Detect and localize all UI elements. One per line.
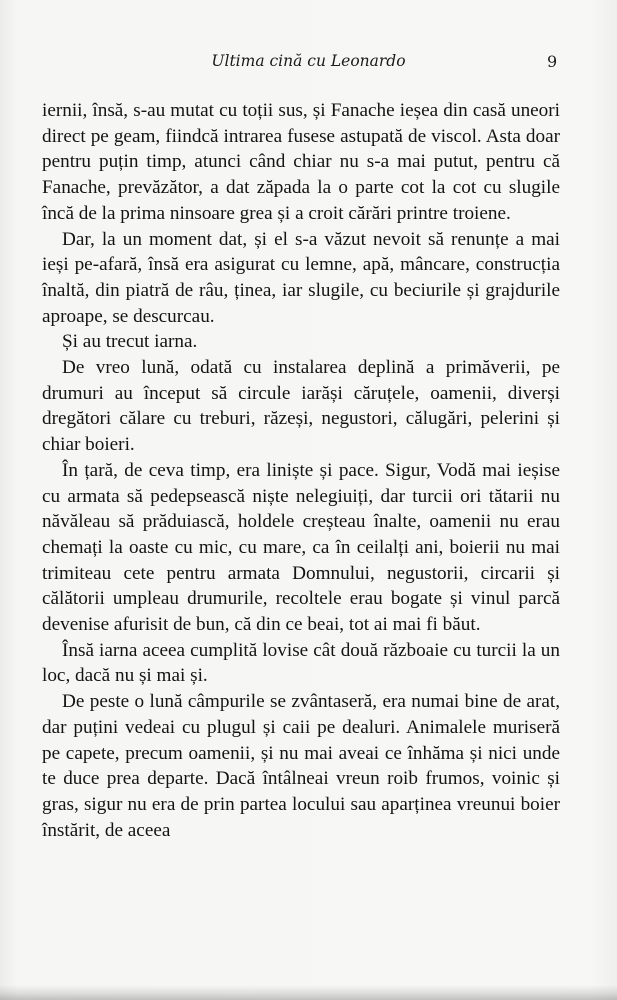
page-edge-shadow: [0, 985, 617, 1000]
page-number: 9: [547, 52, 558, 71]
paragraph: Însă iarna aceea cumplită lovise cât două războaie cu turcii la un loc, dacă nu și mai și.: [42, 639, 560, 687]
body-text: [42, 98, 560, 843]
paragraph: De peste o lună câmpurile se zvântaseră, era numai bine de arat, dar puțini vedeai cu plugul și caii pe dealuri. Animalele muriseră pe capete, precum oamenii, și nu mai aveai ce înhăma și nici unde te duce prea departe. Dacă întâlneai vreun roib frumos, voinic și gras, sigur nu era de prin partea locului sau aparținea vreunui boier înstărit, de aceea: [42, 691, 560, 841]
paragraph: În țară, de ceva timp, era liniște și pace. Sigur, Vodă mai ieșise cu armata să pedepsească niște nelegiuiți, dar turcii ori tătarii nu năvăleau să prăduiască, holdele creșteau înalte, oamenii nu erau chemați la oaste cu mic, cu mare, ca în ceilalți ani, boierii nu mai trimiteau cete pentru armata Domnului, negustorii, circarii și călătorii umpleau drumurile, recoltele erau bogate și vinul parcă devenise afurisit de bun, că din ce beai, tot ai mai fi băut.: [42, 459, 560, 636]
paragraph: De vreo lună, odată cu instalarea deplină a primăverii, pe drumuri au început să circule iarăși căruțele, oamenii, diverși dregători călare cu treburi, răzeși, negustori, călugări, pelerini și chiar boieri.: [42, 357, 560, 456]
chapter-title: Ultima cină cu Leonardo: [211, 52, 406, 70]
paragraph: iernii, însă, s-au mutat cu toții sus, și Fanache ieșea din casă uneori direct pe geam, fiindcă intrarea fusese astupată de viscol. Asta doar pentru puțin timp, atunci când chiar nu s-a mai putut, pentru că Fanache, prevăzător, a dat zăpada la o parte cot la cot cu slugile încă de la prima ninsoare grea și a croit cărări printre troiene.: [42, 100, 560, 224]
paragraph: Dar, la un moment dat, și el s-a văzut nevoit să renunțe a mai ieși pe-afară, însă era asigurat cu lemne, apă, mâncare, construcția înaltă, din piatră de râu, ținea, iar slugile, cu beciurile și grajdurile aproape, se descurcau.: [42, 228, 560, 327]
paragraph: Și au trecut iarna.: [62, 331, 198, 353]
running-head: [0, 50, 617, 74]
